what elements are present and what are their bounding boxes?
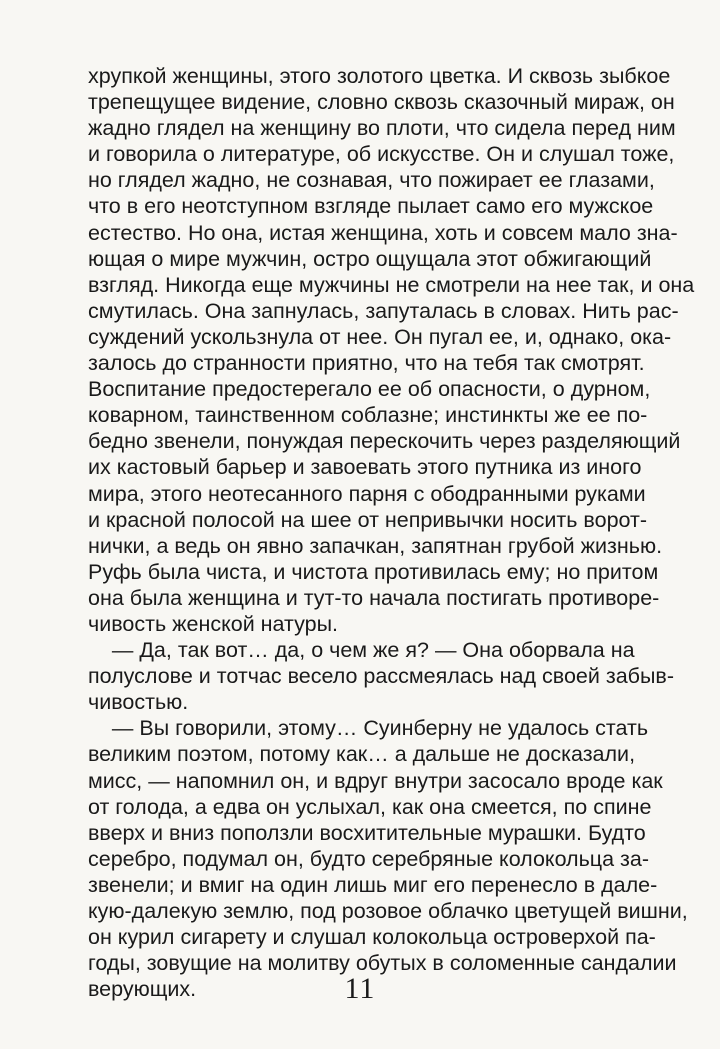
text-line: Руфь была чиста, и чистота противилась ему; но притом bbox=[88, 559, 659, 584]
text-line: полуслове и тотчас весело рассмеялась над своей забыв- bbox=[88, 664, 675, 689]
text-line: суждений ускользнула от нее. Он пугал ее, и, однако, ока- bbox=[88, 324, 672, 349]
text-line: хрупкой женщины, этого золотого цветка. И сквозь зыбкое bbox=[88, 64, 671, 88]
text-line: их кастовый барьер и завоевать этого путника из иного bbox=[88, 455, 642, 480]
text-line: взгляд. Никогда еще мужчины не смотрели на нее так, и она bbox=[88, 272, 695, 297]
text-line: бедно звенели, понуждая перескочить через разделяющий bbox=[88, 429, 681, 454]
text-line: жадно глядел на женщину во плоти, что сидела перед ним bbox=[88, 116, 676, 141]
text-line: он курил сигарету и слушал колокольца островерхой па- bbox=[88, 925, 656, 950]
text-line: годы, зовущие на молитву обутых в соломенные сандалии bbox=[88, 951, 677, 976]
text-line: кую-далекую землю, под розовое облачко цветущей вишни, bbox=[88, 899, 688, 923]
text-line: и говорила о литературе, об искусстве. Он и слушал тоже, bbox=[88, 142, 675, 167]
text-line: верующих. bbox=[88, 977, 197, 1002]
text-line: ющая о мире мужчин, остро ощущала этот обжигающий bbox=[88, 246, 652, 271]
text-line: звенели; и вмиг на один лишь миг его перенесло в дале- bbox=[88, 872, 658, 897]
text-line: чивость женской натуры. bbox=[88, 611, 339, 636]
text-line: вверх и вниз поползли восхитительные мурашки. Будто bbox=[88, 820, 646, 845]
text-line: что в его неотступном взгляде пылает само его мужское bbox=[88, 194, 654, 219]
text-line: трепещущее видение, словно сквозь сказочный мираж, он bbox=[88, 90, 675, 115]
text-line: великим поэтом, потому как… а дальше не досказали, bbox=[88, 742, 636, 767]
text-line: нички, а ведь он явно запачкан, запятнан грубой жизнью. bbox=[88, 533, 663, 558]
text-line: — Вы говорили, этому… Суинберну не удалось стать bbox=[88, 716, 649, 741]
text-line: залось до странности приятно, что на тебя так смотрят. bbox=[88, 351, 645, 376]
page-text bbox=[88, 63, 712, 1002]
text-line: Воспитание предостерегало ее об опасности, о дурном, bbox=[88, 377, 651, 402]
text-line: коварном, таинственном соблазне; инстинкты же ее по- bbox=[88, 403, 648, 428]
text-line: от голода, а едва он услыхал, как она смеется, по спине bbox=[88, 794, 652, 819]
text-line: она была женщина и тут-то начала постигать противоре- bbox=[88, 585, 660, 610]
text-line: мисс, — напомнил он, и вдруг внутри засосало вроде как bbox=[88, 768, 663, 793]
text-line: но глядел жадно, не сознавая, что пожирает ее глазами, bbox=[88, 168, 655, 193]
text-line: естество. Но она, истая женщина, хоть и совсем мало зна- bbox=[88, 220, 678, 245]
text-line: серебро, подумал он, будто серебряные колокольца за- bbox=[88, 846, 650, 871]
text-line: и красной полосой на шее от непривычки носить ворот- bbox=[88, 507, 648, 532]
text-line: мира, этого неотесанного парня с ободранными руками bbox=[88, 481, 646, 506]
page-number: 11 bbox=[344, 972, 376, 1005]
text-line: — Да, так вот… да, о чем же я? — Она оборвала на bbox=[88, 638, 635, 663]
text-line: смутилась. Она запнулась, запуталась в словах. Нить рас- bbox=[88, 298, 679, 323]
text-line: чивостью. bbox=[88, 690, 189, 715]
